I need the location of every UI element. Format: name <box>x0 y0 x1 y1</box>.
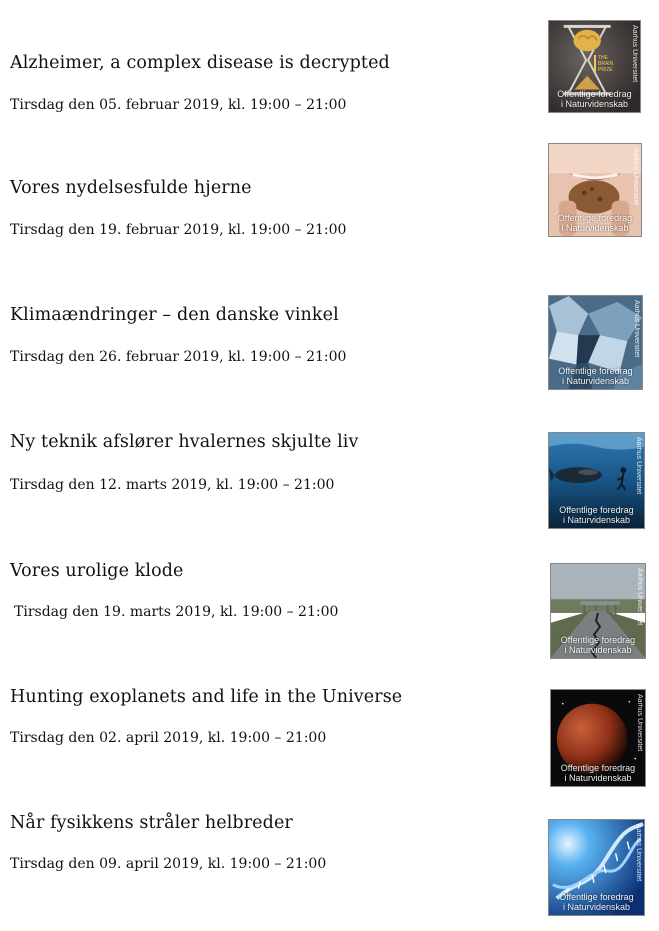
event-date: Tirsdag den 26. februar 2019, kl. 19:00 – 21:00 <box>10 349 347 365</box>
event-date: Tirsdag den 02. april 2019, kl. 19:00 – 21:00 <box>10 730 327 746</box>
series-caption: Offentlige foredrag i Naturvidenskab <box>559 505 634 525</box>
event-date: Tirsdag den 19. marts 2019, kl. 19:00 – 21:00 <box>14 604 339 620</box>
event-thumbnail[interactable] <box>550 689 646 787</box>
event-title[interactable]: Alzheimer, a complex disease is decrypted <box>10 53 390 73</box>
event-title[interactable]: Når fysikkens stråler helbreder <box>10 813 293 833</box>
event-title[interactable]: Hunting exoplanets and life in the Universe <box>10 687 403 707</box>
university-label: Aarhus Universitet <box>631 25 638 83</box>
series-caption: Offentlige foredrag i Naturvidenskab <box>560 763 636 783</box>
university-label: Aarhus Universitet <box>635 437 642 495</box>
event-title[interactable]: Vores urolige klode <box>10 561 184 581</box>
event-title[interactable]: Klimaændringer – den danske vinkel <box>10 305 339 325</box>
event-thumbnail[interactable] <box>548 143 642 237</box>
university-label: Aarhus Universitet <box>636 694 643 752</box>
series-caption: Offentlige foredrag i Naturvidenskab <box>557 213 633 233</box>
series-caption: Offentlige foredrag i Naturvidenskab <box>560 635 636 655</box>
university-label: Aarhus Universitet <box>632 148 639 206</box>
event-thumbnail[interactable] <box>548 295 643 390</box>
university-label: Aarhus Universitet <box>636 568 643 626</box>
brain-prize-logo: THE BRAIN PRIZE <box>594 55 620 73</box>
event-title[interactable]: Vores nydelsesfulde hjerne <box>10 178 252 198</box>
event-title[interactable]: Ny teknik afslører hvalernes skjulte liv <box>10 432 359 452</box>
event-thumbnail[interactable] <box>550 563 646 659</box>
event-date: Tirsdag den 12. marts 2019, kl. 19:00 – 21:00 <box>10 477 335 493</box>
event-date: Tirsdag den 09. april 2019, kl. 19:00 – 21:00 <box>10 856 327 872</box>
university-label: Aarhus Universitet <box>635 824 642 882</box>
series-caption: Offentlige foredrag i Naturvidenskab <box>557 89 632 109</box>
event-thumbnail[interactable] <box>548 432 645 529</box>
university-label: Aarhus Universitet <box>633 300 640 358</box>
series-caption: Offentlige foredrag i Naturvidenskab <box>559 892 634 912</box>
event-date: Tirsdag den 05. februar 2019, kl. 19:00 – 21:00 <box>10 97 347 113</box>
series-caption: Offentlige foredrag i Naturvidenskab <box>558 366 633 386</box>
event-thumbnail[interactable] <box>548 819 645 916</box>
event-thumbnail[interactable] <box>548 20 641 113</box>
event-date: Tirsdag den 19. februar 2019, kl. 19:00 – 21:00 <box>10 222 347 238</box>
